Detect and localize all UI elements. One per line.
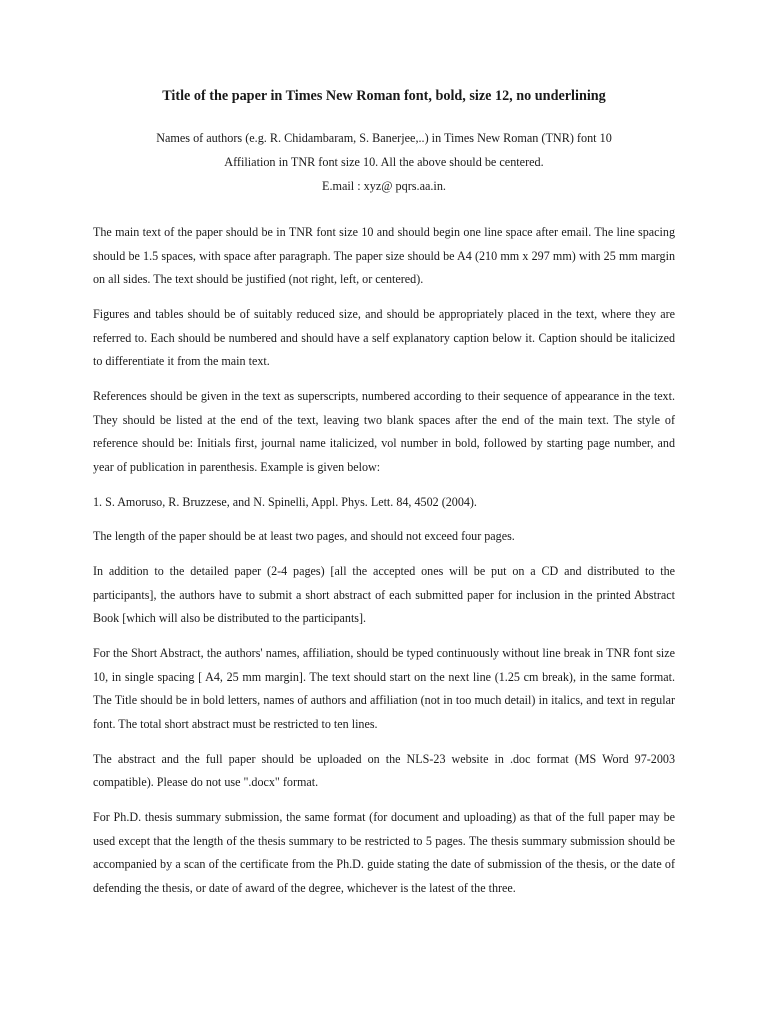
paragraph-figures-tables: Figures and tables should be of suitably reduced size, and should be appropriately placed in the text, where they are referred to. Each should be numbered and should have a self explanatory caption below it. Caption should be italicized to differentiate it from the main text. [93, 306, 675, 369]
paragraph-short-abstract-submission: In addition to the detailed paper (2-4 pages) [all the accepted ones will be put on a CD and distributed to the participants], the authors have to submit a short abstract of each submitted paper for inclusion in the printed Abstract Book [which will also be distributed to the participants]. [93, 564, 675, 626]
affiliation-line: Affiliation in TNR font size 10. All the above should be centered. [224, 155, 544, 169]
main-text [93, 221, 675, 900]
paragraph-short-abstract-format: For the Short Abstract, the authors' names, affiliation, should be typed continuously without line break in TNR font size 10, in single spacing [ A4, 25 mm margin]. The text should start on the next line (1.25 cm break), in the same format. The Title should be in bold letters, names of authors and affiliation (not in too much detail) in italics, and text in regular font. The total short abstract must be restricted to ten lines. [93, 646, 675, 731]
paragraph-phd-thesis: For Ph.D. thesis summary submission, the same format (for document and uploading) as that of the full paper may be used except that the length of the thesis summary to be restricted to 5 pages. The thesis summary submission should be accompanied by a scan of the certificate from the Ph.D. guide stating the date of submission of the thesis, or the date of defending the thesis, or date of award of the degree, whichever is the latest of the three. [93, 809, 675, 895]
reference-example: 1. S. Amoruso, R. Bruzzese, and N. Spinelli, Appl. Phys. Lett. 84, 4502 (2004). [93, 494, 477, 509]
document-page [93, 86, 675, 912]
paragraph-length: The length of the paper should be at least two pages, and should not exceed four pages. [93, 529, 515, 544]
email-line: E.mail : xyz@ pqrs.aa.in. [322, 179, 446, 193]
paper-title: Title of the paper in Times New Roman font, bold, size 12, no underlining [162, 88, 606, 104]
paragraph-references: References should be given in the text as superscripts, numbered according to their sequence of appearance in the text. They should be listed at the end of the text, leaving two blank spaces after the end of the main text. The style of reference should be: Initials first, journal name italicized, vol number in bold, followed by starting page number, and year of publication in parenthesis. Example is given below: [93, 388, 675, 474]
paragraph-upload-format: The abstract and the full paper should be uploaded on the NLS-23 website in .doc format (MS Word 97-2003 compatible). Please do not use ".docx" format. [93, 751, 675, 790]
paragraph-main-text-format: The main text of the paper should be in TNR font size 10 and should begin one line space after email. The line spacing should be 1.5 spaces, with space after paragraph. The paper size should be A4 (210 mm x 297 mm) with 25 mm margin on all sides. The text should be justified (not right, left, or centered). [93, 225, 675, 287]
authors-line: Names of authors (e.g. R. Chidambaram, S. Banerjee,..) in Times New Roman (TNR) font 10 [156, 131, 612, 145]
